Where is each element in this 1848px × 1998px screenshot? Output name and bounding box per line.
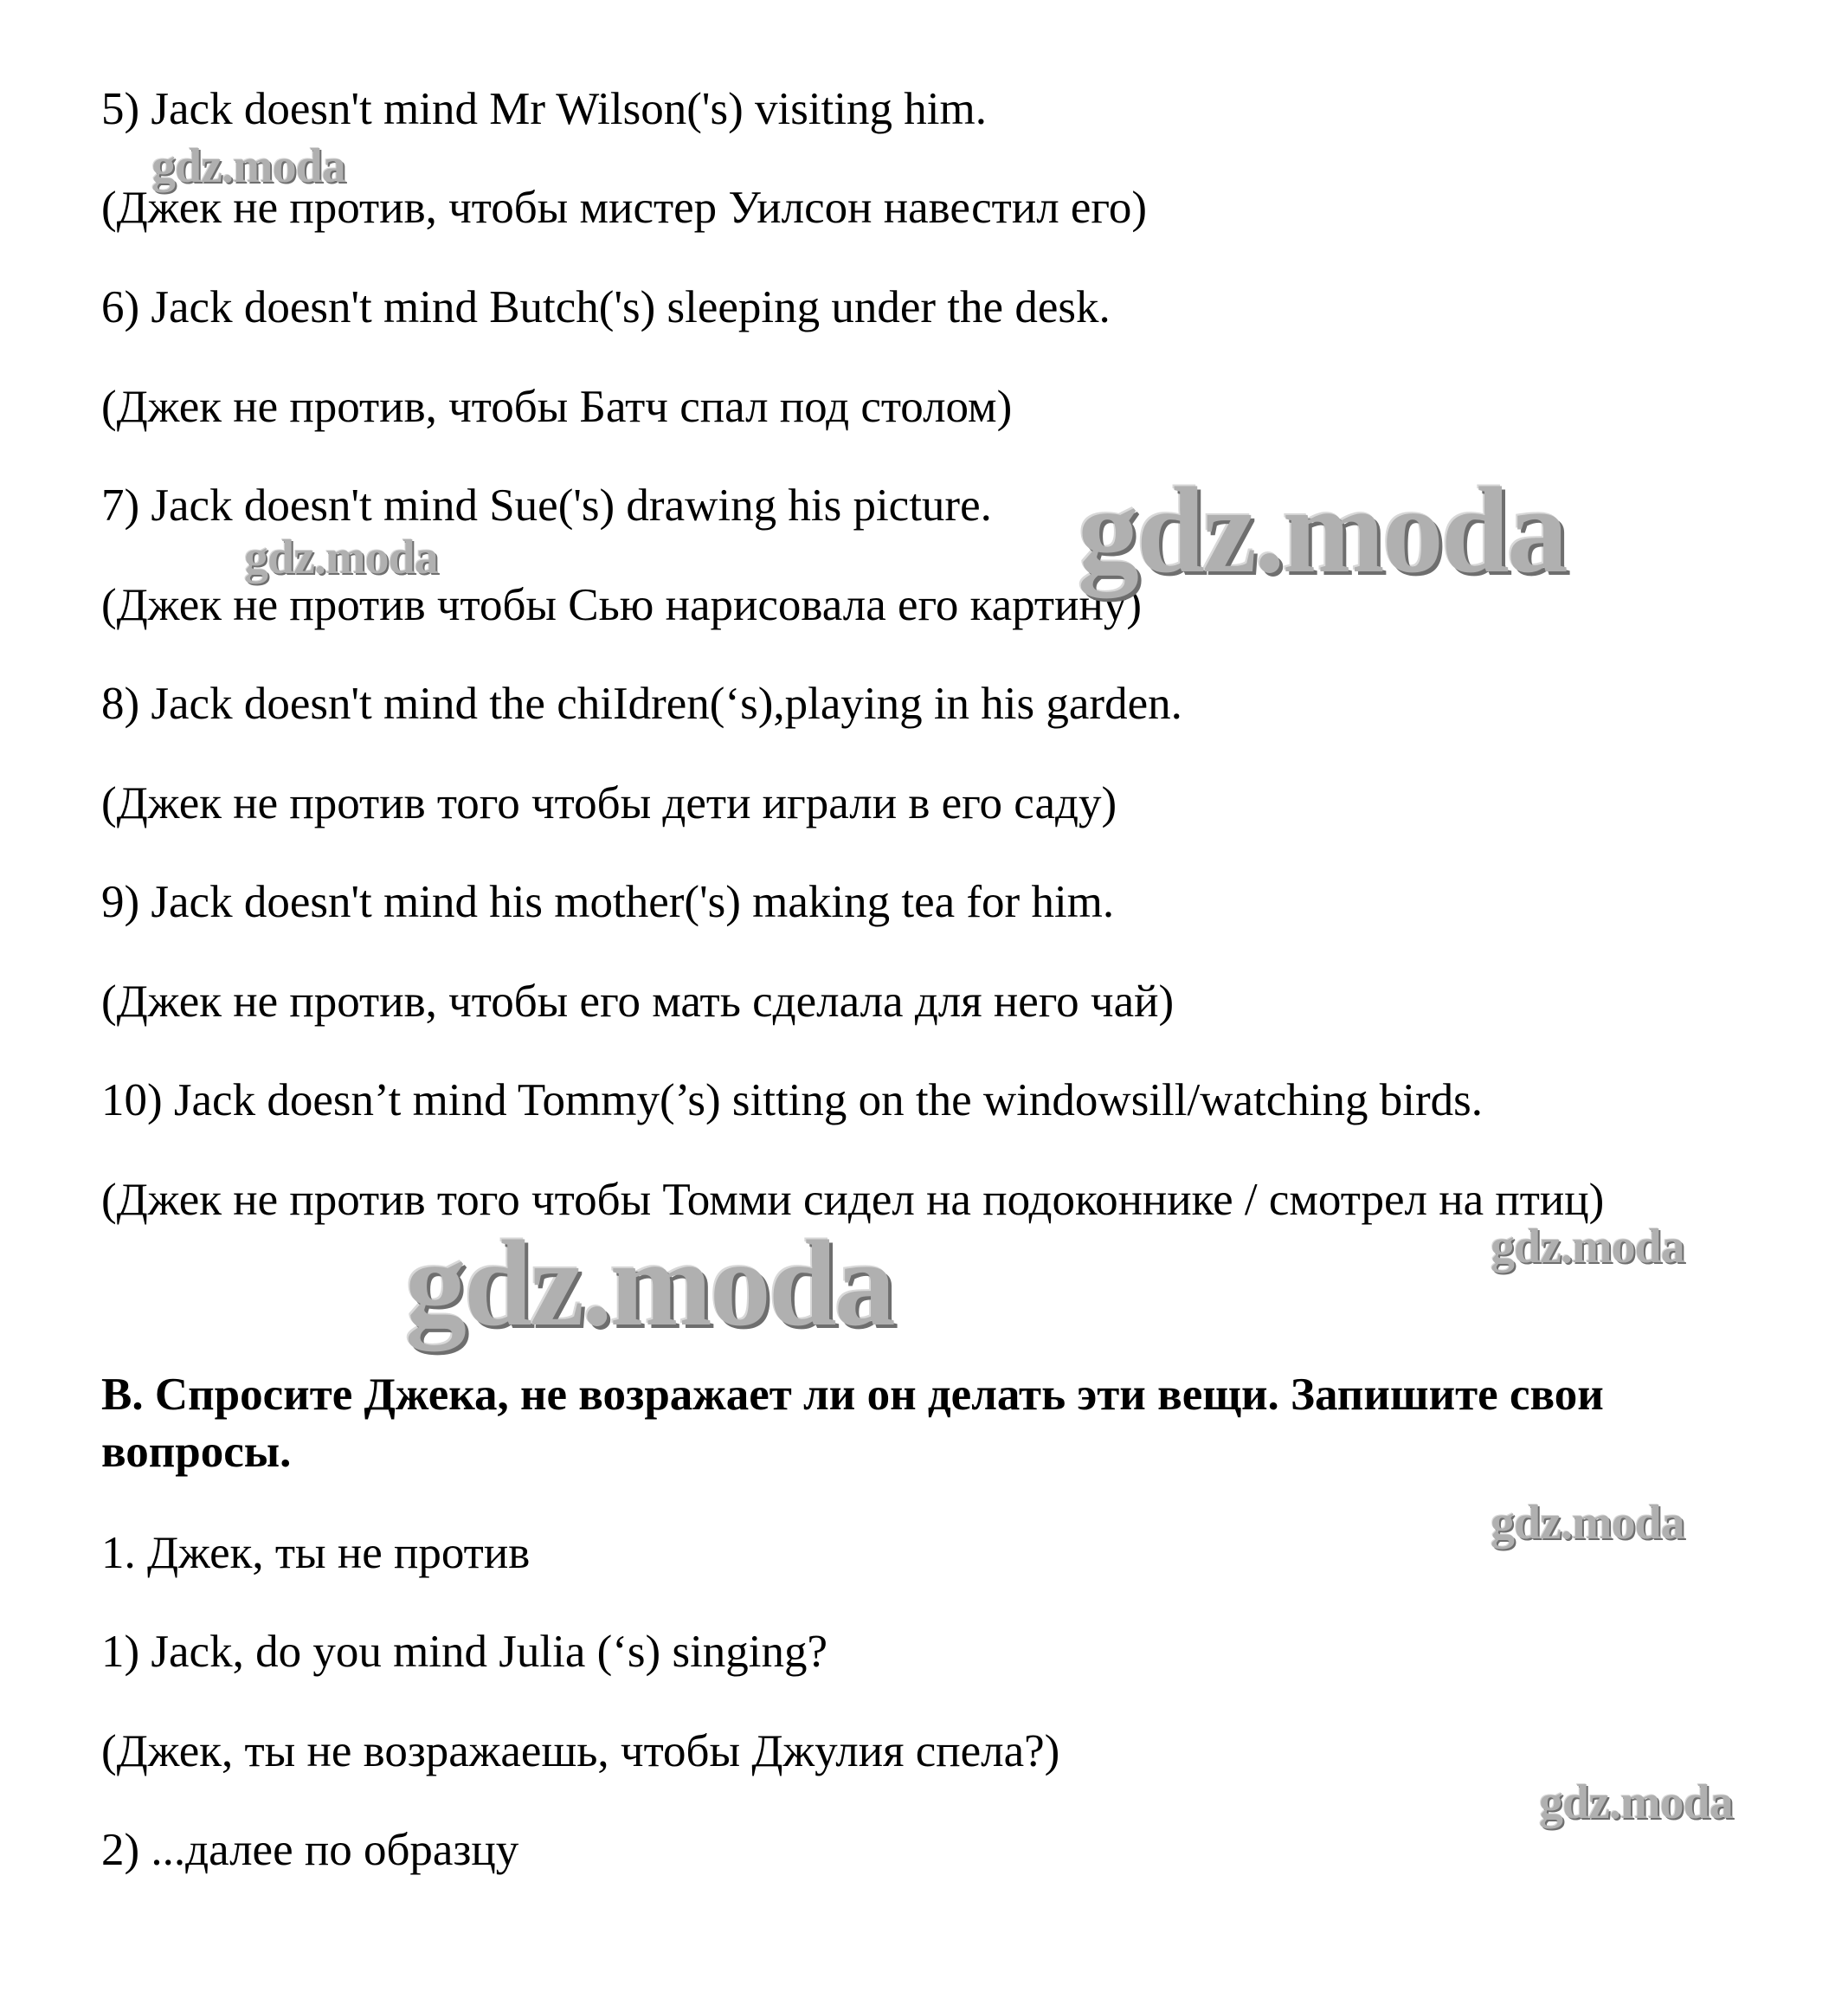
section-b-heading: B. Спросите Джека, не возражает ли он делать эти вещи. Запишите свои вопросы. xyxy=(101,1370,1604,1477)
sentence-5-en: 5) Jack doesn't mind Mr Wilson('s) visiting him. xyxy=(101,84,987,134)
answer-2: 2) ...далее по образцу xyxy=(101,1825,519,1875)
sentence-8-ru: (Джек не против того чтобы дети играли в его саду) xyxy=(101,778,1117,828)
sentence-6-ru: (Джек не против, чтобы Батч спал под столом) xyxy=(101,382,1013,432)
sentence-9-en: 9) Jack doesn't mind his mother('s) making tea for him. xyxy=(101,877,1115,927)
sentence-10-ru: (Джек не против того чтобы Томми сидел на подоконнике / смотрел на птиц) xyxy=(101,1175,1605,1225)
answer-1-ru: (Джек, ты не возражаешь, чтобы Джулия спела?) xyxy=(101,1726,1060,1776)
sentence-10-en: 10) Jack doesn’t mind Tommy(’s) sitting on the windowsill/watching birds. xyxy=(101,1075,1484,1125)
sentence-8-en: 8) Jack doesn't mind the chiIdren(‘s),playing in his garden. xyxy=(101,679,1182,729)
answer-1-en: 1) Jack, do you mind Julia (‘s) singing? xyxy=(101,1627,828,1677)
watermark-logo: gdz.moda xyxy=(244,531,438,584)
watermark-logo: gdz.moda xyxy=(1491,1220,1684,1273)
sentence-6-en: 6) Jack doesn't mind Butch('s) sleeping under the desk. xyxy=(101,282,1111,332)
watermark-logo: gdz.moda xyxy=(405,1215,893,1351)
sentence-7-en: 7) Jack doesn't mind Sue('s) drawing his picture. xyxy=(101,480,992,531)
sentence-9-ru: (Джек не против, чтобы его мать сделала для него чай) xyxy=(101,976,1175,1027)
watermark-logo: gdz.moda xyxy=(151,139,345,193)
watermark-logo: gdz.moda xyxy=(1078,461,1566,598)
section-b-item-1: 1. Джек, ты не против xyxy=(101,1528,531,1578)
sentence-5-ru: (Джек не против, чтобы мистер Уилсон навестил его) xyxy=(101,183,1148,233)
sentence-7-ru: (Джек не против чтобы Сью нарисовала его картину) xyxy=(101,580,1142,630)
watermark-logo: gdz.moda xyxy=(1491,1496,1684,1550)
watermark-logo: gdz.moda xyxy=(1539,1776,1733,1829)
